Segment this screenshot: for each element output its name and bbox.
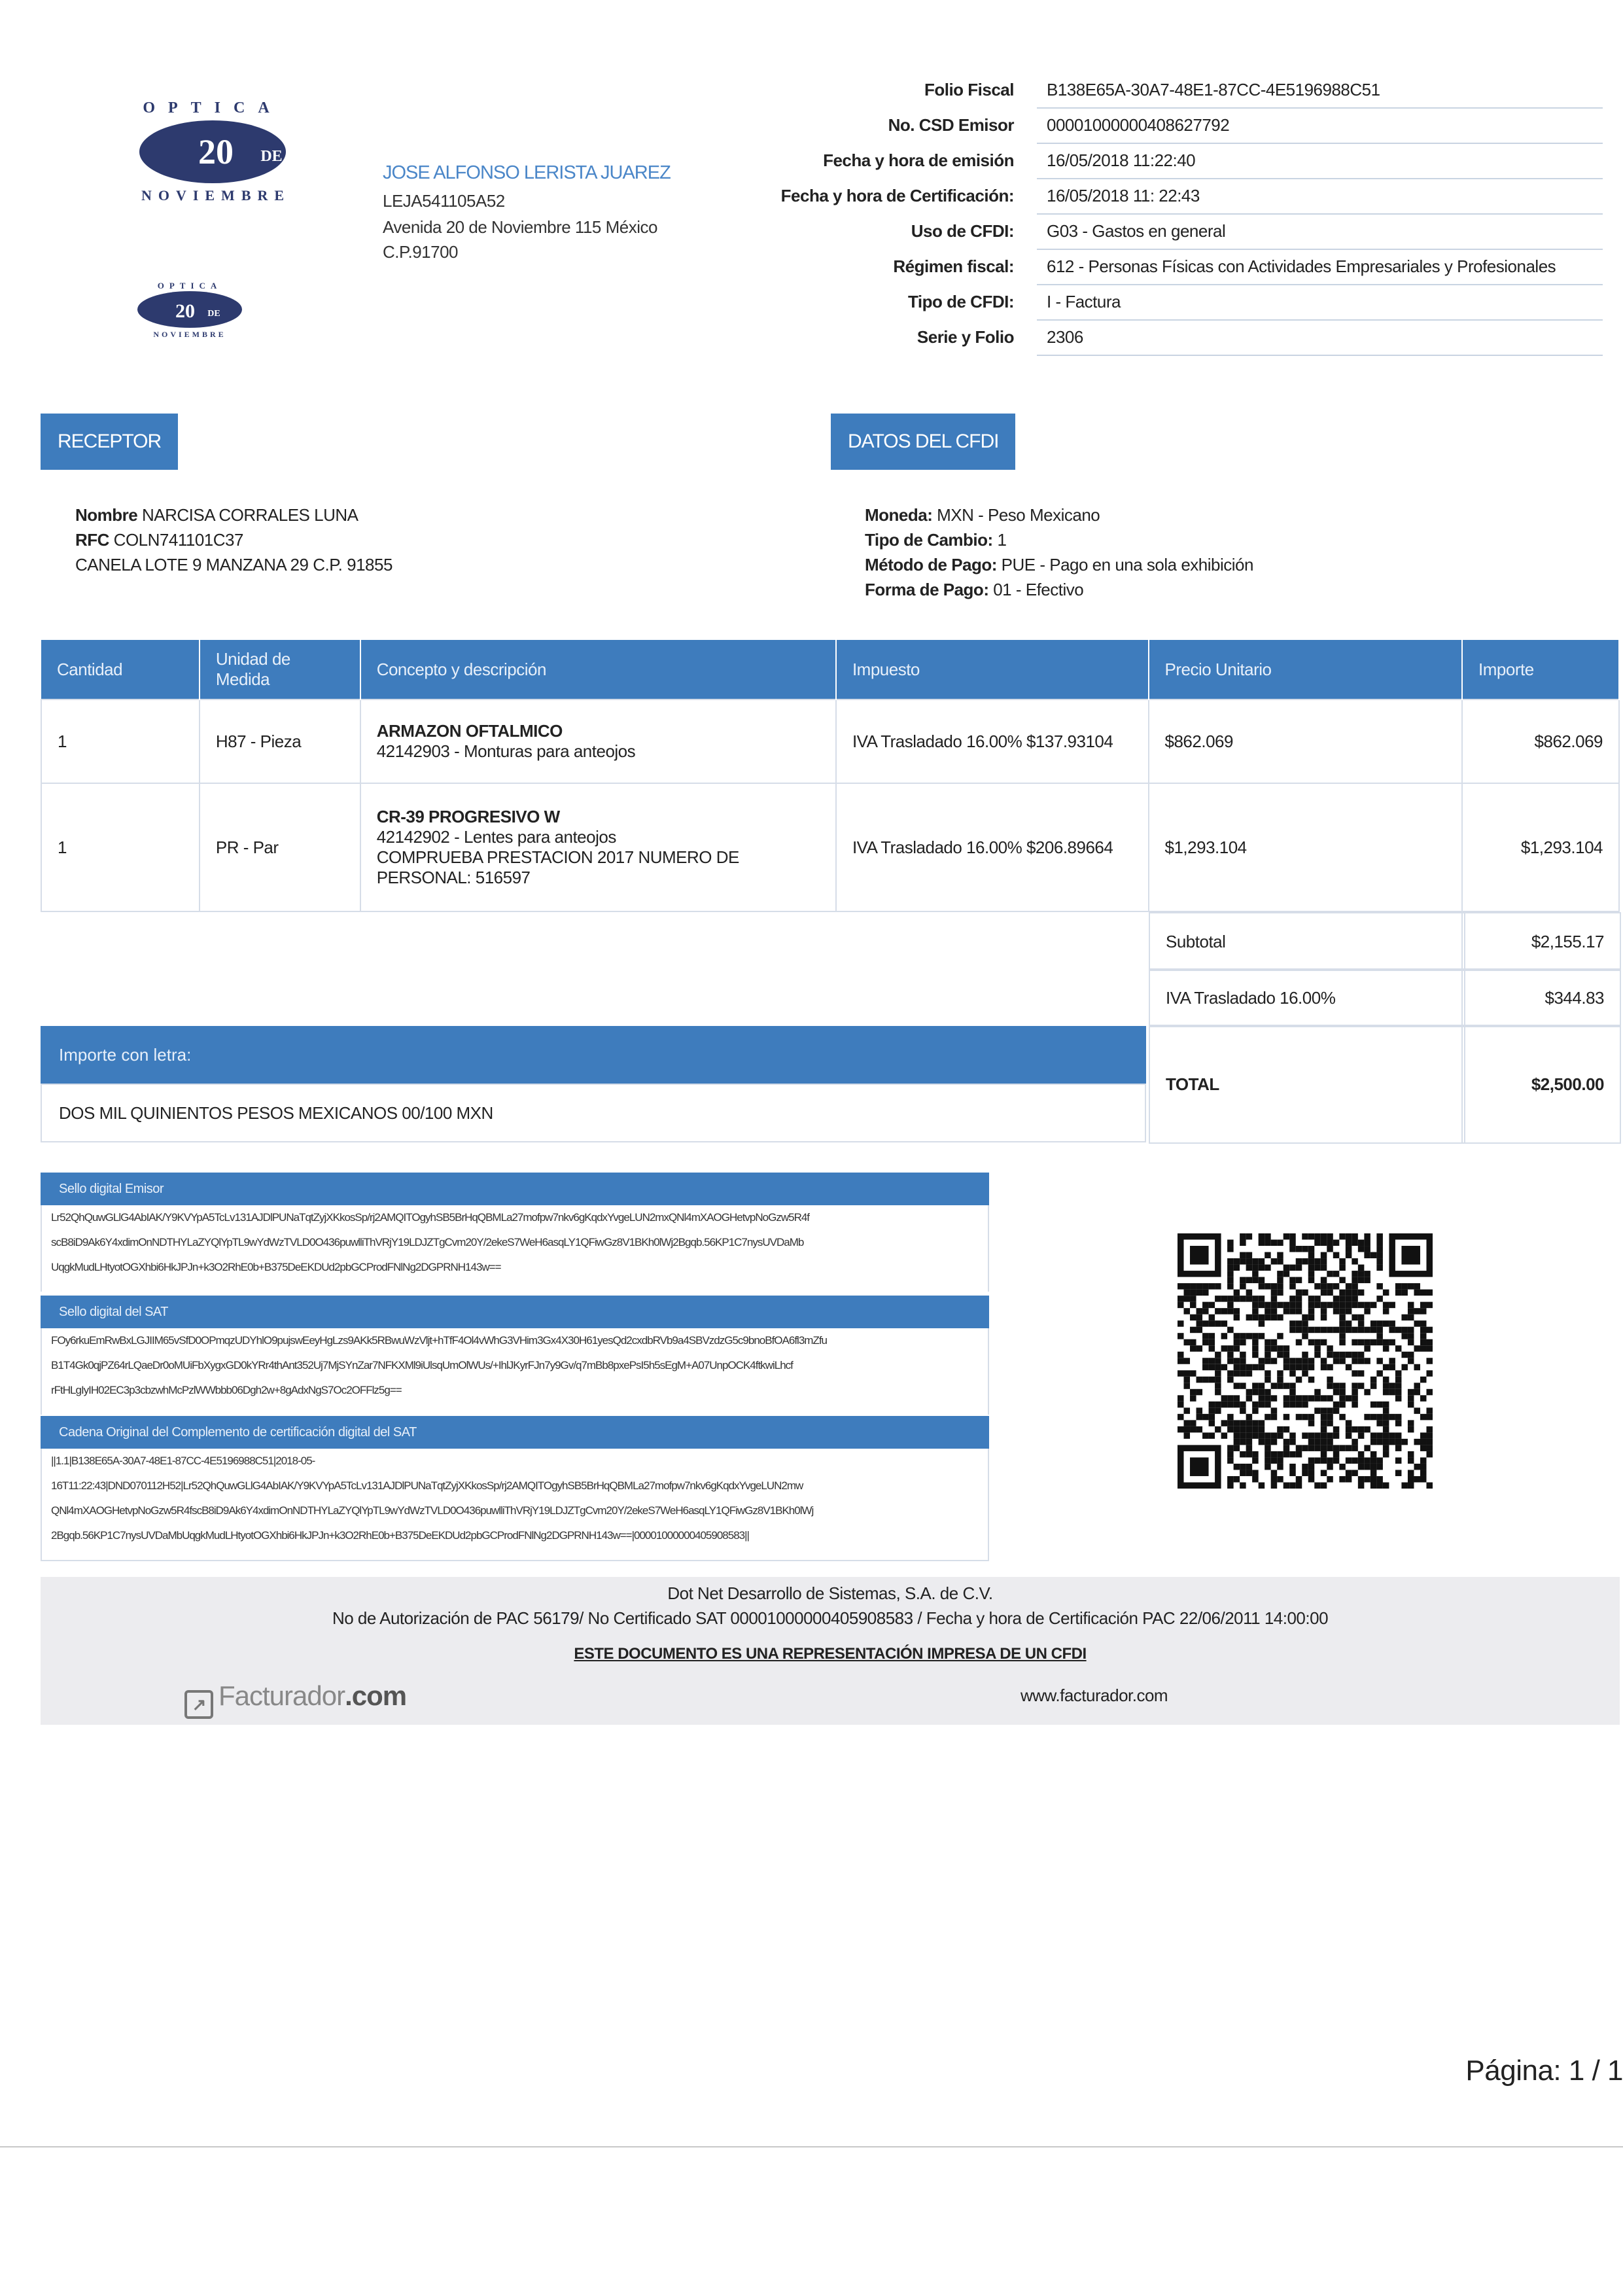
total-value-cell xyxy=(1461,1025,1621,1144)
fiscal-divider xyxy=(1037,355,1603,356)
header-precio: Precio Unitario xyxy=(1149,640,1463,699)
optica-logo-small xyxy=(128,278,252,340)
emisor-name: JOSE ALFONSO LERISTA JUAREZ xyxy=(383,162,671,183)
table-row xyxy=(41,699,1619,783)
importe-letra-label: Importe con letra: xyxy=(41,1026,1146,1084)
fiscal-label: No. CSD Emisor xyxy=(888,115,1014,135)
concepto-title: ARMAZON OFTALMICO xyxy=(376,721,563,741)
footer xyxy=(41,1577,1620,1725)
footer-autorizacion: No de Autorización de PAC 56179/ No Certificado SAT 00001000000405908583 / Fecha y hora de Certificación PAC 22/06/2011 14:00:00 xyxy=(332,1608,1329,1628)
cell-importe: $1,293.104 xyxy=(1462,783,1619,911)
subtotal-label-cell xyxy=(1149,912,1465,971)
fiscal-value: G03 - Gastos en general xyxy=(1047,221,1226,241)
facturador-icon: ↗ xyxy=(184,1690,213,1719)
subtotal-value-cell xyxy=(1461,912,1621,971)
fiscal-label: Serie y Folio xyxy=(916,327,1014,347)
footer-doc-note: ESTE DOCUMENTO ES UNA REPRESENTACIÓN IMPRESA DE UN CFDI xyxy=(574,1645,1087,1663)
cell-impuesto: IVA Trasladado 16.00% $137.93104 xyxy=(836,699,1149,783)
cell-impuesto: IVA Trasladado 16.00% $206.89664 xyxy=(836,783,1149,911)
cell-importe: $862.069 xyxy=(1462,699,1619,783)
fiscal-label: Folio Fiscal xyxy=(924,80,1014,99)
header-importe: Importe xyxy=(1462,640,1619,699)
svg-text:20: 20 xyxy=(175,300,195,322)
importe-letra-value: DOS MIL QUINIENTOS PESOS MEXICANOS 00/100 MXN xyxy=(41,1084,1146,1142)
iva-label-cell xyxy=(1149,968,1465,1027)
concepto-title: CR-39 PROGRESIVO W xyxy=(376,807,560,826)
cell-concepto xyxy=(360,783,836,911)
emisor-cp: C.P.91700 xyxy=(383,242,459,262)
fiscal-value: 16/05/2018 11:22:40 xyxy=(1047,150,1196,170)
fiscal-row xyxy=(733,321,1603,356)
cell-concepto xyxy=(360,699,836,783)
cell-precio: $1,293.104 xyxy=(1149,783,1463,911)
table-row xyxy=(41,783,1619,911)
emisor-address: Avenida 20 de Noviembre 115 México xyxy=(383,217,657,237)
concepto-line: 42142903 - Monturas para anteojos xyxy=(376,741,636,761)
fiscal-label: Fecha y hora de emisión xyxy=(823,150,1014,170)
fiscal-value: 00001000000408627792 xyxy=(1047,115,1230,135)
fiscal-value: 2306 xyxy=(1047,327,1083,347)
svg-text:NOVIEMBRE: NOVIEMBRE xyxy=(153,330,226,339)
logo-de: DE xyxy=(260,148,283,165)
cell-precio: $862.069 xyxy=(1149,699,1463,783)
fiscal-value: 16/05/2018 11: 22:43 xyxy=(1047,186,1200,205)
fiscal-row xyxy=(733,109,1603,144)
page-number: Página: 1 / 1 xyxy=(1465,2055,1623,2087)
cadena-original: ||1.1|B138E65A-30A7-48E1-87CC-4E5196988C51|2018-05- 16T11:22:43|DND070112H52|Lr52QhQuwGLlG4AbIAK/Y9KVYpA5TcLv131AJDlPUNaTqtZyjXKkosSp/rj2AMQITOgyhSB5BrHqQBMLa27mofpw7nkv6gKqdxYvgeLUN2mw QNl4mXAOGHetvpNoGzw5R4fscB8iD9Ak6Y4xdimOnNDTHYLaZYQlYpTL9wYdWzTVLD0O436puwlliThVRjY19LDJZTgCvm20Y/2ekeS7WeH6asqLY1QFiwGz8V1BKh0lWj 2Bgqb.56KP1C7nysUVDaMbUqgkMudLHtyotOGXhbi6HkJPJn+k3O2RhE0b+B375DeEKDUd2pbGCProdFNlNg2DGPRNH143w==|00001000000405908583|| xyxy=(41,1449,989,1561)
fiscal-value: I - Factura xyxy=(1047,292,1121,311)
sello-emisor: Lr52QhQuwGLlG4AbIAK/Y9KVYpA5TcLv131AJDlPUNaTqtZyjXKkosSp/rj2AMQITOgyhSB5BrHqQBMLa27mofpw7nkv6gKqdxYvgeLUN2mxQNl4mXAOGHetvpNoGzw5R4f scB8iD9Ak6Y4xdimOnNDTHYLaZYQlYpTL9wYdWzTVLD0O436puwlliThVRjY19LDJZTgCvm20Y/2ekeS7WeH6asqLY1QFiwGz8V1BKh0lWj2Bgqb.56KP1C7nysUVDaMb UqgkMudLHtyotOGXhbi6HkJPJn+k3O2RhE0b+B375DeEKDUd2pbGCProdFNlNg2DGPRNH143w== xyxy=(41,1205,989,1292)
facturador-logo: ↗ Facturador.com xyxy=(184,1680,406,1719)
header-unidad: Unidad de Medida xyxy=(200,640,360,699)
fiscal-value: 612 - Personas Físicas con Actividades Empresariales y Profesionales xyxy=(1047,256,1556,276)
header-cantidad: Cantidad xyxy=(41,640,200,699)
cfdi-metodo-pago: Método de Pago: PUE - Pago en una sola exhibición xyxy=(865,555,1253,574)
concepto-line: 42142902 - Lentes para anteojos xyxy=(376,827,616,847)
sello-emisor-label: Sello digital Emisor xyxy=(41,1173,989,1205)
svg-text:OPTICA: OPTICA xyxy=(157,281,222,291)
total-label-cell xyxy=(1149,1025,1465,1144)
sello-sat: FOy6rkuEmRwBxLGJIIM65vSfD0OPmqzUDYhlO9pujswEeyHgLzs9AKk5RBwuWzVljt+hTfF4Ol4vWhG3VHim3Gx4X30H61yesQd2cxdbRVb9a4SBVzdzG5c9bnoBfOA6fl3mZfu B1T4Gk0qjPZ64rLQaeDr0oMUiFbXygxGD0kYRr4thAnt352Uj7MjSYnZar7NFKXMl9iUlsqUmOlWUs/+IhlJKyrFJn7y9Gv/q7mBb8pxePsI5h5sEgM+A07UnpOCK4ftkwiLhcf rFtHLgIyIH02EC3p3cbzwhMcPzlWWbbb06Dgh2w+8gAdxNgS7Oc2OFFlz5g== xyxy=(41,1328,989,1415)
cell-unidad: PR - Par xyxy=(200,783,360,911)
header-impuesto: Impuesto xyxy=(836,640,1149,699)
svg-text:DE: DE xyxy=(207,309,220,319)
sello-sat-label: Sello digital del SAT xyxy=(41,1296,989,1328)
iva-value: $344.83 xyxy=(1544,988,1604,1008)
datos-cfdi-tab: DATOS DEL CFDI xyxy=(831,414,1015,470)
fiscal-row xyxy=(733,179,1603,215)
total-label: TOTAL xyxy=(1166,1074,1219,1094)
fiscal-label: Uso de CFDI: xyxy=(911,221,1014,241)
fiscal-label: Tipo de CFDI: xyxy=(907,292,1014,311)
receptor-nombre: Nombre NARCISA CORRALES LUNA xyxy=(75,505,358,525)
header-concepto: Concepto y descripción xyxy=(360,640,836,699)
subtotal-value: $2,155.17 xyxy=(1531,932,1604,951)
cell-unidad: H87 - Pieza xyxy=(200,699,360,783)
cfdi-tipo-cambio: Tipo de Cambio: 1 xyxy=(865,530,1007,550)
page-bottom-rule xyxy=(0,2146,1623,2147)
iva-label: IVA Trasladado 16.00% xyxy=(1166,988,1336,1008)
fiscal-row xyxy=(733,144,1603,179)
fiscal-row xyxy=(733,73,1603,109)
fiscal-value: B138E65A-30A7-48E1-87CC-4E5196988C51 xyxy=(1047,80,1380,99)
facturador-url[interactable]: www.facturador.com xyxy=(1021,1686,1168,1705)
receptor-rfc: RFC COLN741101C37 xyxy=(75,530,243,550)
optica-logo xyxy=(98,98,334,203)
fiscal-label: Fecha y hora de Certificación: xyxy=(780,186,1014,205)
cfdi-moneda: Moneda: MXN - Peso Mexicano xyxy=(865,505,1100,525)
iva-value-cell xyxy=(1461,968,1621,1027)
fiscal-row xyxy=(733,215,1603,250)
cell-cantidad: 1 xyxy=(41,783,200,911)
receptor-address: CANELA LOTE 9 MANZANA 29 C.P. 91855 xyxy=(75,555,393,574)
fiscal-label: Régimen fiscal: xyxy=(893,256,1014,276)
logo-top-text: OPTICA xyxy=(143,99,283,116)
concepto-line: COMPRUEBA PRESTACION 2017 NUMERO DE xyxy=(376,847,739,867)
qr-code xyxy=(1178,1233,1433,1489)
subtotal-label: Subtotal xyxy=(1166,932,1226,951)
logo-bottom-text: NOVIEMBRE xyxy=(141,187,291,203)
logo-number: 20 xyxy=(198,132,234,171)
cell-cantidad: 1 xyxy=(41,699,200,783)
emisor-rfc: LEJA541105A52 xyxy=(383,191,505,211)
footer-company: Dot Net Desarrollo de Sistemas, S.A. de C.V. xyxy=(667,1583,993,1603)
fiscal-row xyxy=(733,250,1603,285)
concepto-line: PERSONAL: 516597 xyxy=(376,868,531,887)
total-value: $2,500.00 xyxy=(1531,1074,1604,1094)
fiscal-row xyxy=(733,285,1603,321)
cadena-original-label: Cadena Original del Complemento de certificación digital del SAT xyxy=(41,1416,989,1449)
receptor-tab: RECEPTOR xyxy=(41,414,178,470)
items-table xyxy=(41,640,1620,912)
cfdi-forma-pago: Forma de Pago: 01 - Efectivo xyxy=(865,580,1084,599)
